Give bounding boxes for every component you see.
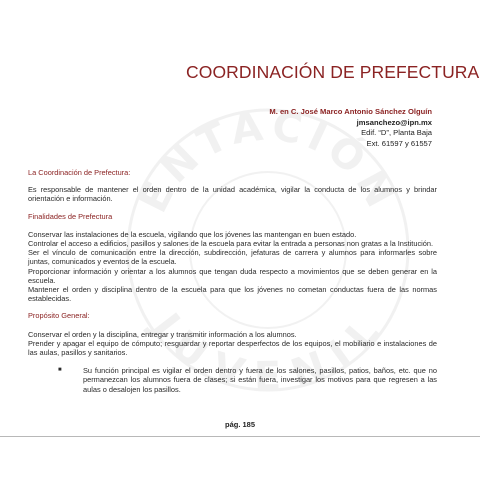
- list-item: [28, 366, 437, 394]
- finalidad-item: Controlar el acceso a edificios, pasillos y salones de la escuela para evitar la entrada a personas non gratas a la Institución.: [28, 239, 434, 249]
- finalidad-item: Mantener el orden y disciplina dentro de la escuela para que los jóvenes no cometan conductas fuera de las normas establecidas.: [28, 285, 437, 304]
- section-heading-finalidades: Finalidades de Prefectura: [28, 211, 113, 221]
- proposito-line: Conservar el orden y la disciplina, entregar y transmitir información a los alumnos.: [28, 329, 297, 339]
- section-heading-coordinacion: La Coordinación de Prefectura:: [28, 168, 131, 177]
- section-heading-proposito: Propósito General:: [28, 311, 90, 321]
- finalidad-item: Conservar las instalaciones de la escuela, vigilando que los jóvenes las mantengan en buen estado.: [28, 229, 357, 239]
- contact-extension: Ext. 61597 y 61557: [366, 138, 432, 148]
- contact-location: Edif. “D”, Planta Baja: [361, 128, 432, 138]
- finalidad-item: Ser el vínculo de comunicación entre la dirección, subdirección, jefaturas de carrera y alumnos para informarles sobre juntas, comunicados y eventos de la escuela.: [28, 248, 437, 267]
- document-body: [28, 168, 437, 394]
- bullet-list: [28, 366, 437, 394]
- proposito-line: Prender y apagar el equipo de cómputo; resguardar y reportar desperfectos de los equipos, el mobiliario e instalaciones de las aulas, pasillos y sanitarios.: [28, 338, 437, 358]
- finalidad-item: Proporcionar información y orientar a los alumnos que tengan duda respecto a movimientos que se deben generar en la escuela.: [28, 266, 437, 285]
- page-number: pág. 185: [224, 420, 255, 429]
- page-title: COORDINACIÓN DE PREFECTURA: [186, 62, 480, 82]
- footer-divider: [0, 436, 480, 437]
- contact-email[interactable]: jmsanchezo@ipn.mx: [356, 117, 432, 127]
- bullet-square-icon: ■: [58, 367, 62, 374]
- contact-name: M. en C. José Marco Antonio Sánchez Olguín: [269, 107, 432, 116]
- watermark-bottom-text: JUVENIL: [142, 305, 393, 400]
- section-body-coordinacion: Es responsable de mantener el orden dentro de la unidad académica, vigilar la conducta de los alumnos y brindar orientación e información.: [28, 185, 437, 204]
- watermark-top-text: ENTACIÓN: [130, 102, 406, 220]
- bullet-text: Su función principal es vigilar el orden dentro y fuera de los salones, pasillos, patios, baños, etc. que no permanezcan los alumnos fuera de clases; si están fuera, investigar los motivos para que regresen a las aulas o desalojen los pasillos.: [83, 366, 437, 394]
- contact-block: [269, 107, 432, 149]
